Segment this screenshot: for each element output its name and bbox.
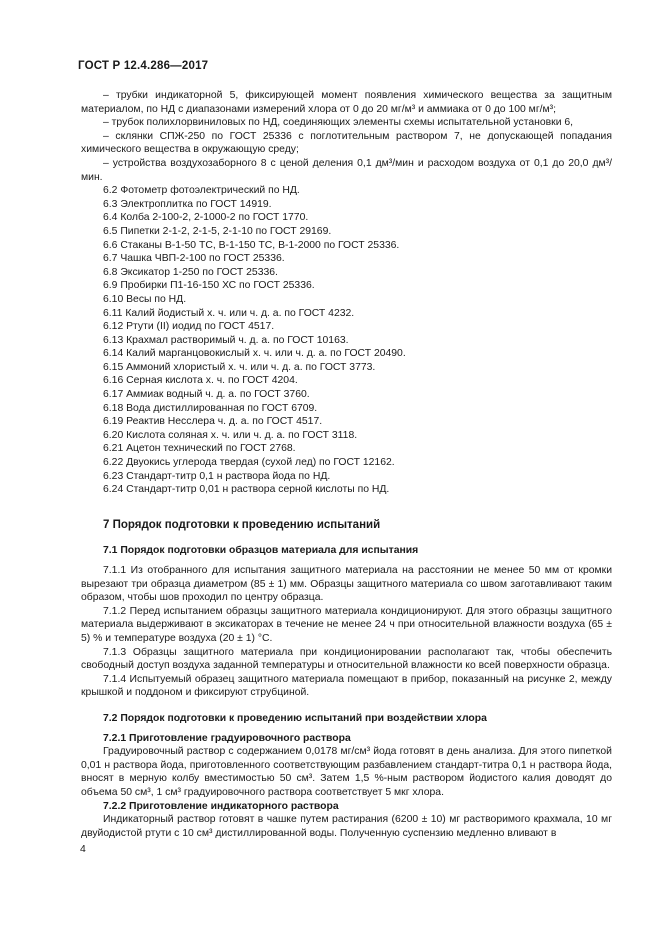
paragraph: Градуировочный раствор с содержанием 0,0178 мг/см³ йода готовят в день анализа. Для этого пипеткой 0,01 н раствора йода, приготовленного соответствующим разбавлением стандарт-титра 0,1 н раствора йода, вносят в мерную колбу вместимостью 50 см³. Затем 1,5 %-ным раствором йодистого калия доводят до объема 50 см³, 1 см³ градуировочного раствора соответствует 5 мкг хлора. (81, 746, 612, 798)
list-item: – устройства воздухозаборного 8 с ценой деления 0,1 дм³/мин и расходом воздуха от 0,1 до 20,0 дм³/мин. (81, 157, 612, 183)
paragraph: 7.1.2 Перед испытанием образцы защитного материала кондиционируют. Для этого образцы защитного материала выдерживают в эксикаторах в течение не менее 24 ч при относительной влажности воздуха (65 ± 5) % и температуре воздуха (20 ± 1) °С. (81, 605, 612, 644)
paragraph: 7.1.3 Образцы защитного материала при кондиционировании располагают так, чтобы обеспечить свободный доступ воздуха заданной температуры и относительной влажности ко всей поверхности образца. (81, 646, 612, 672)
list-item: 6.11 Калий йодистый х. ч. или ч. д. а. по ГОСТ 4232. (103, 307, 355, 319)
list-item: 6.10 Весы по НД. (103, 293, 187, 305)
equipment-bullet-list (81, 89, 612, 184)
list-item: 6.14 Калий марганцовокислый х. ч. или ч. д. а. по ГОСТ 20490. (103, 348, 406, 360)
section-7-title: 7 Порядок подготовки к проведению испытаний (103, 518, 381, 531)
page-number: 4 (80, 844, 86, 855)
section-7-2-2-title: 7.2.2 Приготовление индикаторного раствора (103, 800, 339, 812)
paragraph: 7.1.4 Испытуемый образец защитного материала помещают в прибор, показанный на рисунке 2, между крышкой и поддоном и фиксируют струбциной. (81, 673, 612, 699)
list-item: 6.13 Крахмал растворимый ч. д. а. по ГОСТ 10163. (103, 334, 349, 346)
list-item: 6.4 Колба 2-100-2, 2-1000-2 по ГОСТ 1770. (103, 212, 309, 224)
list-item: 6.17 Аммиак водный ч. д. а. по ГОСТ 3760. (103, 389, 310, 401)
list-item: 6.21 Ацетон технический по ГОСТ 2768. (103, 443, 296, 455)
list-item: 6.6 Стаканы В-1-50 ТС, В-1-150 ТС, В-1-2000 по ГОСТ 25336. (103, 239, 400, 251)
equipment-list (81, 184, 612, 497)
section-7-2-title: 7.2 Порядок подготовки к проведению испытаний при воздействии хлора (103, 712, 487, 724)
list-item: 6.12 Ртути (II) иодид по ГОСТ 4517. (103, 321, 275, 333)
list-item: 6.7 Чашка ЧВП-2-100 по ГОСТ 25336. (103, 253, 285, 265)
list-item: 6.2 Фотометр фотоэлектрический по НД. (103, 185, 300, 197)
list-item: 6.16 Серная кислота х. ч. по ГОСТ 4204. (103, 375, 298, 387)
list-item: – трубок полихлорвиниловых по НД, соединяющих элементы схемы испытательной установки 6, (103, 117, 574, 129)
list-item: 6.18 Вода дистиллированная по ГОСТ 6709. (103, 402, 318, 414)
list-item: 6.19 Реактив Несслера ч. д. а. по ГОСТ 4517. (103, 416, 323, 428)
section-7-2-1-title: 7.2.1 Приготовление градуировочного раствора (103, 732, 351, 744)
list-item: 6.5 Пипетки 2-1-2, 2-1-5, 2-1-10 по ГОСТ 29169. (103, 225, 332, 237)
paragraph: 7.1.1 Из отобранного для испытания защитного материала на расстоянии не менее 50 мм от кромки вырезают три образца диаметром (85 ± 1) мм. Образцы защитного материала со швом заготавливают таким образом, чтобы шов проходил по центру образца. (81, 565, 612, 604)
list-item: 6.15 Аммоний хлористый х. ч. или ч. д. а. по ГОСТ 3773. (103, 361, 376, 373)
list-item: 6.20 Кислота соляная х. ч. или ч. д. а. по ГОСТ 3118. (103, 429, 358, 441)
list-item: 6.9 Пробирки П1-16-150 ХС по ГОСТ 25336. (103, 280, 315, 292)
document-body (81, 89, 612, 840)
paragraph: Индикаторный раствор готовят в чашке путем растирания (6200 ± 10) мг растворимого крахмала, 10 мг двуйодистой ртути с 10 см³ дистиллированной воды. Полученную суспензию медленно вливают в (81, 814, 612, 839)
list-item: 6.23 Стандарт-титр 0,1 н раствора йода по НД. (103, 470, 331, 482)
list-item: 6.24 Стандарт-титр 0,01 н раствора серной кислоты по НД. (103, 484, 390, 496)
list-item: 6.8 Эксикатор 1-250 по ГОСТ 25336. (103, 266, 278, 278)
list-item: – трубки индикаторной 5, фиксирующей момент появления химического вещества за защитным материалом, по НД с диапазонами измерений хлора от 0 до 20 мг/м³ и аммиака от 0 до 100 мг/м³; (81, 90, 612, 115)
section-7-1-title: 7.1 Порядок подготовки образцов материала для испытания (103, 545, 419, 557)
document-header: ГОСТ Р 12.4.286—2017 (78, 60, 209, 72)
list-item: 6.22 Двуокись углерода твердая (сухой лед) по ГОСТ 12162. (103, 457, 395, 469)
list-item: – склянки СПЖ-250 по ГОСТ 25336 с поглотительным раствором 7, не допускающей попадания химического вещества в окружающую среду; (81, 130, 612, 156)
list-item: 6.3 Электроплитка по ГОСТ 14919. (103, 198, 272, 210)
